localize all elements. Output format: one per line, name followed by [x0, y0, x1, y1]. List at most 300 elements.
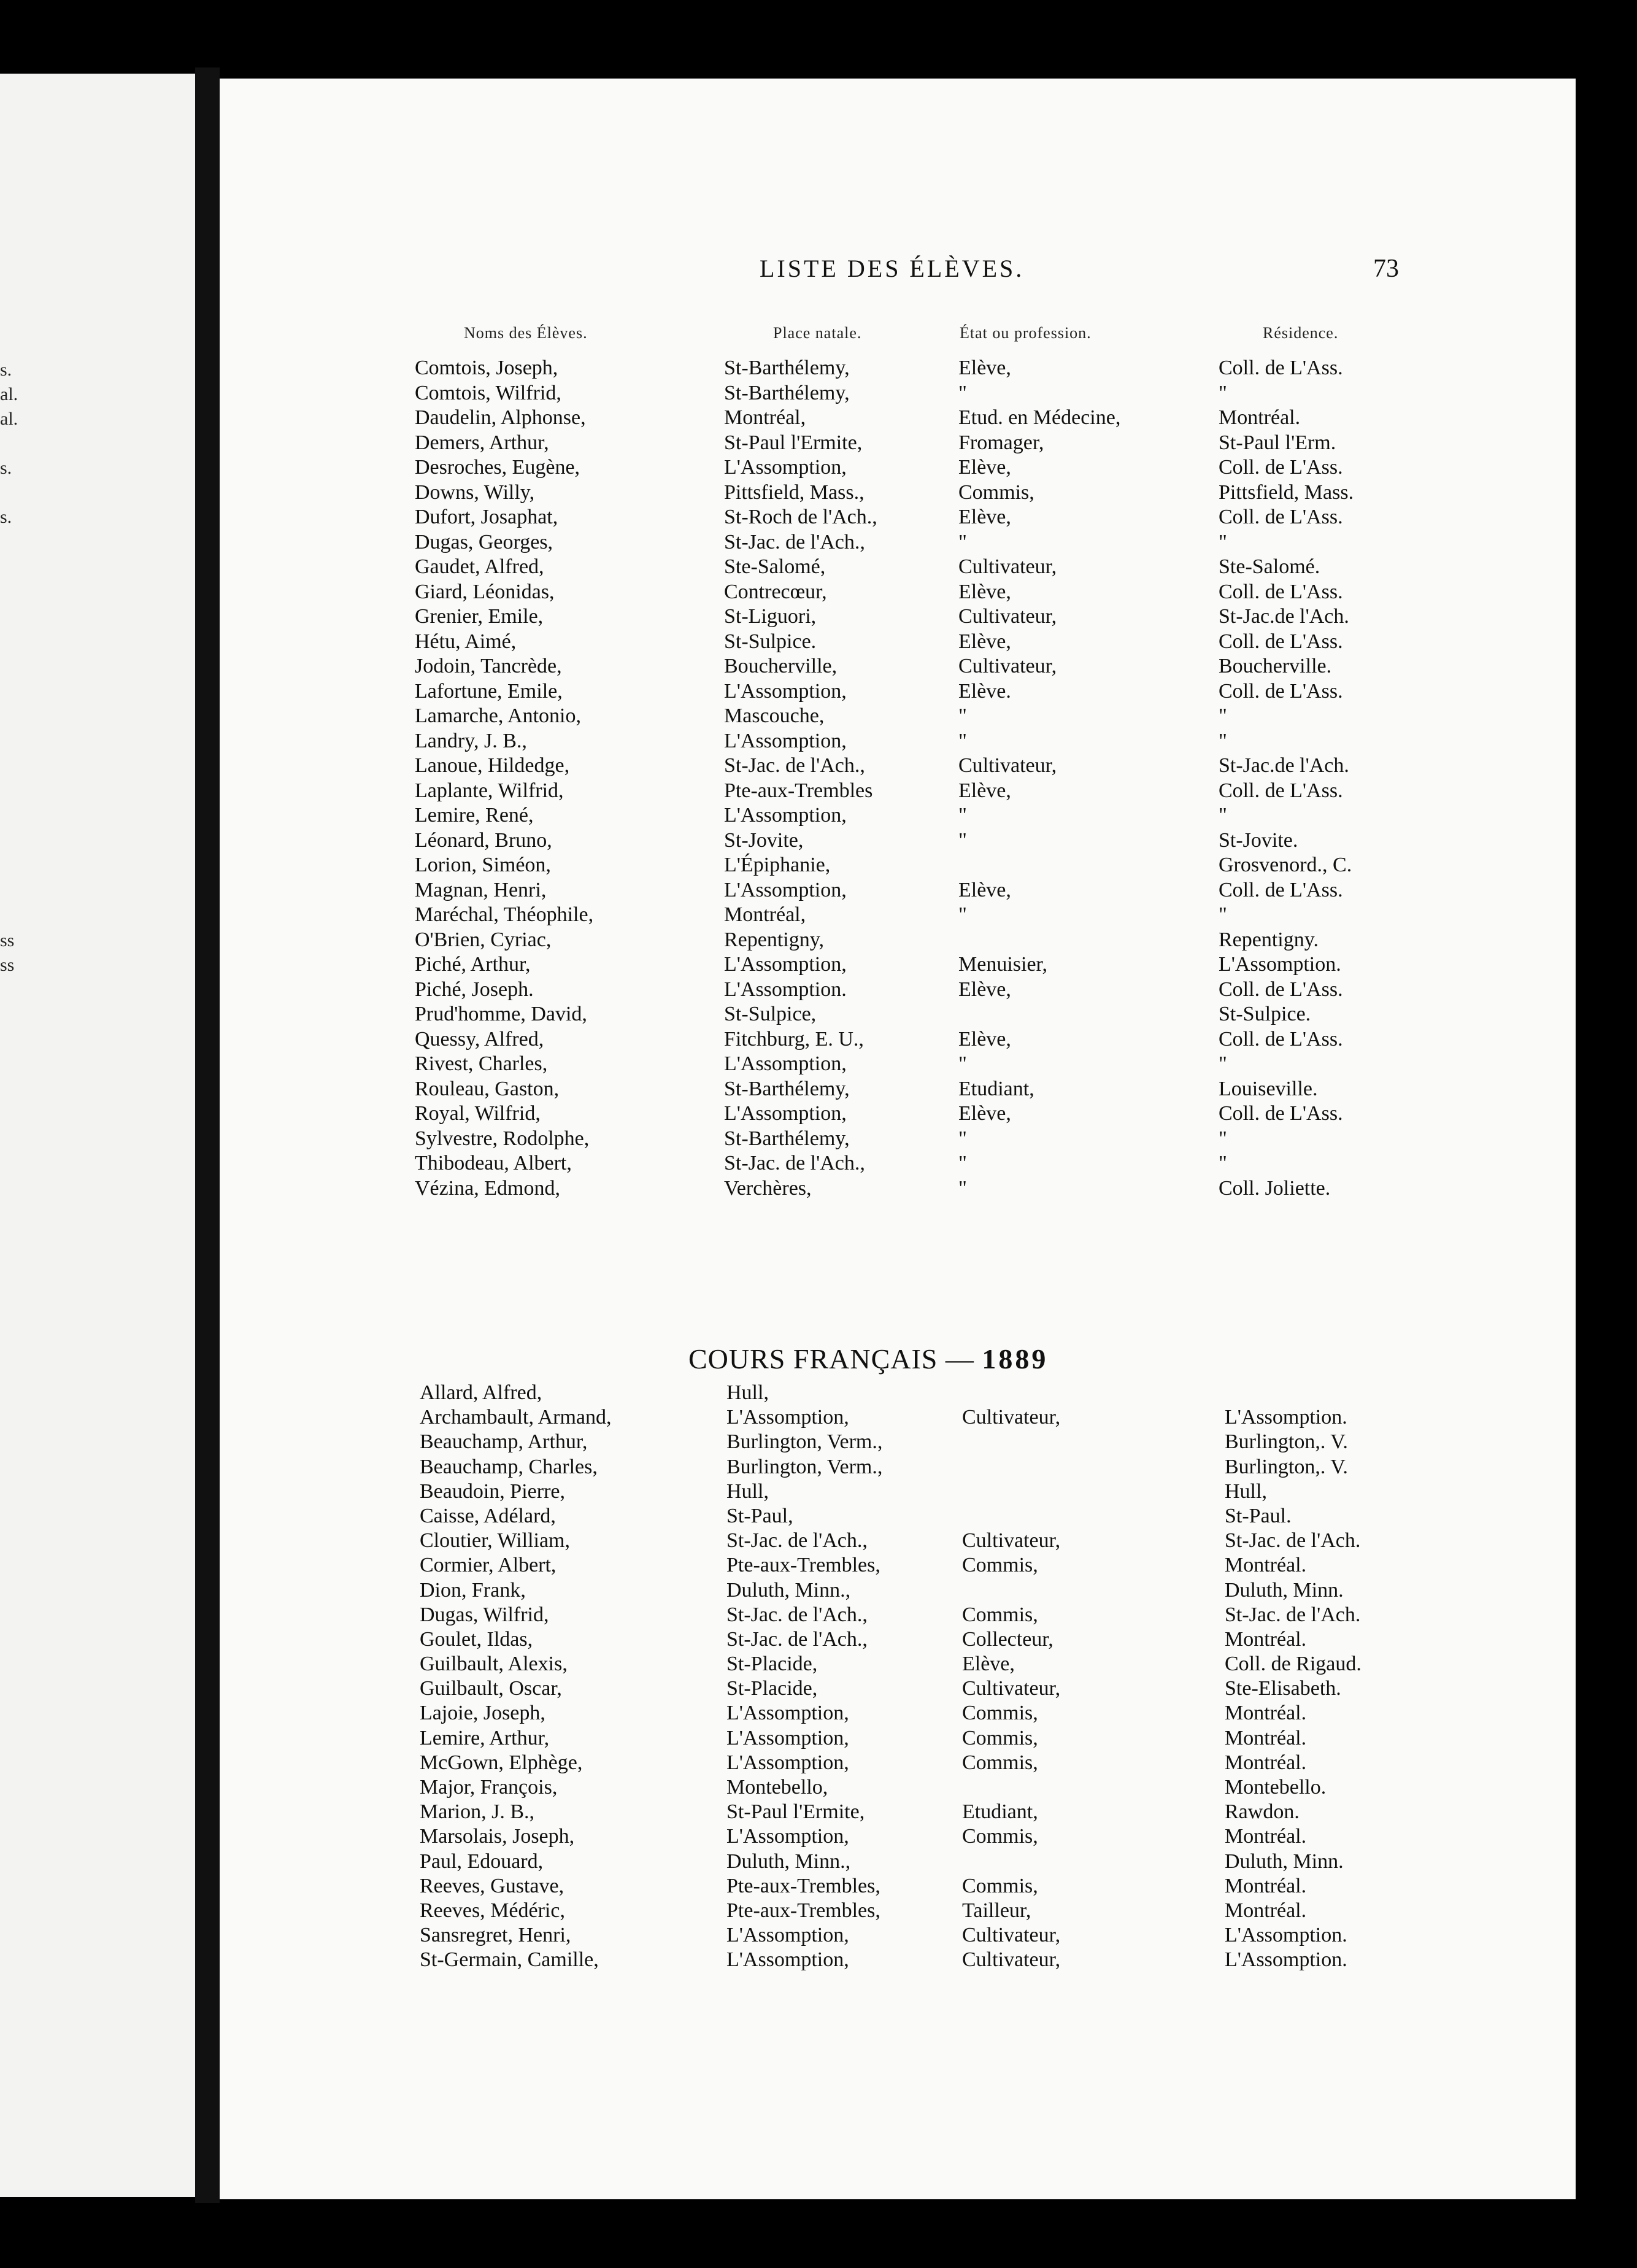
- student-occupation: ": [958, 1152, 967, 1174]
- student-name: Beauchamp, Arthur,: [420, 1430, 588, 1454]
- list-item: [220, 1676, 1576, 1701]
- list-item: [220, 1479, 1576, 1504]
- student-birthplace: L'Assomption,: [724, 1052, 847, 1075]
- student-residence: Coll. de Rigaud.: [1225, 1653, 1362, 1676]
- student-occupation: Elève,: [958, 506, 1011, 528]
- list-item: [220, 1726, 1576, 1751]
- student-occupation: Elève,: [958, 978, 1011, 1001]
- student-occupation: Menuisier,: [958, 953, 1047, 976]
- student-occupation: Cultivateur,: [962, 1924, 1061, 1947]
- student-residence: Coll. de L'Ass.: [1219, 1027, 1343, 1051]
- list-item: [220, 580, 1576, 605]
- student-name: Cloutier, William,: [420, 1529, 571, 1552]
- student-birthplace: Duluth, Minn.,: [726, 1578, 851, 1602]
- student-residence: Montréal.: [1225, 1627, 1307, 1651]
- student-name: Paul, Edouard,: [420, 1850, 544, 1873]
- student-residence: Coll. de L'Ass.: [1219, 630, 1343, 653]
- student-name: Lemire, René,: [415, 804, 534, 827]
- student-birthplace: Montréal,: [724, 406, 806, 429]
- student-residence: Coll. de L'Ass.: [1219, 679, 1343, 703]
- student-occupation: Elève,: [958, 779, 1011, 802]
- student-birthplace: Pittsfield, Mass.,: [724, 480, 865, 504]
- student-name: Lajoie, Joseph,: [420, 1702, 545, 1725]
- student-name: Desroches, Eugène,: [415, 456, 580, 479]
- student-name: St-Germain, Camille,: [420, 1948, 599, 1972]
- student-residence: Montréal.: [1225, 1899, 1307, 1922]
- student-birthplace: Boucherville,: [724, 655, 838, 677]
- student-residence: Montréal.: [1225, 1825, 1307, 1848]
- student-birthplace: St-Placide,: [726, 1653, 818, 1676]
- student-residence: St-Jac.de l'Ach.: [1219, 605, 1349, 628]
- student-name: O'Brien, Cyriac,: [415, 928, 552, 951]
- student-name: Daudelin, Alphonse,: [415, 406, 586, 429]
- list-item: [220, 431, 1576, 456]
- list-item: [220, 1800, 1576, 1824]
- student-name: Caisse, Adélard,: [420, 1504, 556, 1527]
- student-birthplace: L'Assomption,: [724, 953, 847, 976]
- student-residence: Duluth, Minn.: [1225, 1850, 1344, 1873]
- list-item: [220, 1504, 1576, 1529]
- book-binding: [195, 68, 220, 2203]
- list-item: [220, 803, 1576, 828]
- student-birthplace: St-Jac. de l'Ach.,: [724, 530, 865, 554]
- list-item: [220, 1127, 1576, 1152]
- student-residence: Burlington,. V.: [1225, 1430, 1348, 1454]
- student-birthplace: St-Placide,: [726, 1677, 818, 1700]
- student-birthplace: L'Assomption,: [726, 1726, 849, 1749]
- list-item: [220, 1176, 1576, 1202]
- list-item: [220, 828, 1576, 854]
- student-name: Comtois, Joseph,: [415, 357, 558, 379]
- student-birthplace: Repentigny,: [724, 928, 825, 951]
- student-birthplace: Contrecœur,: [724, 580, 827, 603]
- running-header: [220, 254, 1576, 291]
- student-residence: Montréal.: [1225, 1702, 1307, 1725]
- student-occupation: Etudiant,: [958, 1077, 1034, 1100]
- student-name: Rivest, Charles,: [415, 1052, 548, 1075]
- student-name: Maréchal, Théophile,: [415, 903, 594, 926]
- student-residence: Coll. de L'Ass.: [1219, 978, 1343, 1001]
- student-occupation: ": [958, 1052, 967, 1075]
- student-residence: Coll. de L'Ass.: [1219, 779, 1343, 802]
- section-title: [688, 1343, 1048, 1375]
- list-item: [220, 978, 1576, 1003]
- student-birthplace: Pte-aux-Trembles: [724, 779, 873, 802]
- student-name: Marsolais, Joseph,: [420, 1825, 575, 1848]
- column-header-residence: Résidence.: [1263, 324, 1339, 342]
- student-birthplace: St-Jac. de l'Ach.,: [724, 1152, 865, 1174]
- student-name: Laplante, Wilfrid,: [415, 779, 564, 802]
- student-name: Archambault, Armand,: [420, 1406, 612, 1429]
- document-page: [220, 79, 1576, 2199]
- student-name: Comtois, Wilfrid,: [415, 381, 561, 404]
- student-occupation: ": [958, 704, 967, 727]
- student-occupation: Elève,: [958, 357, 1011, 379]
- student-residence: Ste-Salomé.: [1219, 555, 1320, 578]
- student-birthplace: St-Paul l'Ermite,: [726, 1800, 865, 1824]
- list-item: [220, 1002, 1576, 1027]
- student-list: [220, 356, 1576, 1201]
- student-residence: Pittsfield, Mass.: [1219, 480, 1354, 504]
- student-occupation: Cultivateur,: [962, 1529, 1061, 1552]
- student-residence: Burlington,. V.: [1225, 1455, 1348, 1478]
- student-occupation: Commis,: [962, 1751, 1038, 1774]
- list-item: [220, 1751, 1576, 1775]
- page-title: LISTE DES ÉLÈVES.: [760, 255, 1025, 282]
- section-year: 1889: [982, 1343, 1049, 1375]
- student-occupation: Cultivateur,: [958, 555, 1057, 578]
- student-occupation: Elève,: [962, 1653, 1015, 1676]
- student-name: Piché, Arthur,: [415, 953, 531, 976]
- student-occupation: Tailleur,: [962, 1899, 1031, 1922]
- student-occupation: Elève,: [958, 878, 1011, 901]
- student-name: Dugas, Wilfrid,: [420, 1603, 549, 1626]
- list-item: [220, 356, 1576, 381]
- student-birthplace: L'Assomption,: [726, 1948, 849, 1972]
- list-item: [220, 679, 1576, 704]
- student-name: Prud'homme, David,: [415, 1003, 587, 1025]
- list-item: [220, 878, 1576, 903]
- student-name: Guilbault, Oscar,: [420, 1677, 562, 1700]
- student-birthplace: L'Assomption,: [724, 729, 847, 752]
- facing-page-fragment: al.: [0, 409, 18, 429]
- student-birthplace: Duluth, Minn.,: [726, 1850, 851, 1873]
- list-item: [220, 555, 1576, 580]
- list-item: [220, 630, 1576, 655]
- student-birthplace: St-Jac. de l'Ach.,: [726, 1529, 868, 1552]
- student-occupation: ": [958, 729, 967, 752]
- student-occupation: Cultivateur,: [958, 754, 1057, 777]
- list-item: [220, 1824, 1576, 1849]
- student-occupation: Commis,: [962, 1726, 1038, 1749]
- student-name: Beaudoin, Pierre,: [420, 1479, 565, 1503]
- student-name: Grenier, Emile,: [415, 605, 544, 628]
- list-item: [220, 480, 1576, 506]
- student-name: Reeves, Médéric,: [420, 1899, 565, 1922]
- student-birthplace: Verchères,: [724, 1176, 812, 1200]
- student-birthplace: St-Liguori,: [724, 605, 817, 628]
- student-residence: St-Sulpice.: [1219, 1003, 1311, 1025]
- student-residence: Grosvenord., C.: [1219, 854, 1352, 876]
- student-occupation: ": [958, 828, 967, 852]
- student-occupation: Elève,: [958, 1027, 1011, 1051]
- list-item: [220, 530, 1576, 555]
- list-item: [220, 1151, 1576, 1176]
- facing-page-fragment: s.: [0, 458, 12, 478]
- student-residence: ": [1219, 804, 1227, 827]
- student-occupation: Commis,: [962, 1554, 1038, 1577]
- student-occupation: ": [958, 1127, 967, 1150]
- student-name: Sylvestre, Rodolphe,: [415, 1127, 590, 1150]
- list-item: [220, 1430, 1576, 1454]
- student-birthplace: L'Assomption,: [724, 679, 847, 703]
- student-residence: St-Paul l'Erm.: [1219, 431, 1336, 454]
- student-name: Beauchamp, Charles,: [420, 1455, 598, 1478]
- section-title-text: COURS FRANÇAIS —: [688, 1343, 974, 1375]
- student-birthplace: Pte-aux-Trembles,: [726, 1874, 880, 1897]
- student-birthplace: St-Barthélemy,: [724, 357, 850, 379]
- student-name: Sansregret, Henri,: [420, 1924, 571, 1947]
- student-birthplace: L'Assomption,: [726, 1406, 849, 1429]
- student-residence: ": [1219, 704, 1227, 727]
- list-item: [220, 381, 1576, 406]
- list-item: [220, 406, 1576, 431]
- student-birthplace: Montebello,: [726, 1776, 828, 1799]
- student-name: Lamarche, Antonio,: [415, 704, 581, 727]
- student-birthplace: St-Jac. de l'Ach.,: [726, 1603, 868, 1626]
- student-residence: Montréal.: [1219, 406, 1301, 429]
- student-occupation: Etud. en Médecine,: [958, 406, 1121, 429]
- student-name: Lafortune, Emile,: [415, 679, 563, 703]
- student-occupation: Elève,: [958, 580, 1011, 603]
- student-birthplace: L'Assomption,: [724, 878, 847, 901]
- student-birthplace: St-Sulpice,: [724, 1003, 817, 1025]
- student-occupation: Commis,: [962, 1603, 1038, 1626]
- list-item: [220, 1948, 1576, 1972]
- student-name: Vézina, Edmond,: [415, 1176, 560, 1200]
- student-residence: ": [1219, 381, 1227, 404]
- student-birthplace: Pte-aux-Trembles,: [726, 1899, 880, 1922]
- student-occupation: ": [958, 381, 967, 404]
- student-birthplace: L'Assomption,: [724, 456, 847, 479]
- student-birthplace: L'Assomption,: [726, 1825, 849, 1848]
- student-birthplace: L'Assomption,: [724, 804, 847, 827]
- student-birthplace: St-Barthélemy,: [724, 1127, 850, 1150]
- student-occupation: Cultivateur,: [962, 1406, 1061, 1429]
- student-occupation: Cultivateur,: [962, 1948, 1061, 1972]
- list-item: [220, 1578, 1576, 1603]
- student-name: Allard, Alfred,: [420, 1381, 542, 1404]
- student-residence: Montréal.: [1225, 1751, 1307, 1774]
- list-item: [220, 1775, 1576, 1800]
- student-birthplace: St-Barthélemy,: [724, 1077, 850, 1100]
- list-item: [220, 1603, 1576, 1627]
- list-item: [220, 1652, 1576, 1676]
- student-birthplace: St-Jac. de l'Ach.,: [726, 1627, 868, 1651]
- student-occupation: Cultivateur,: [958, 655, 1057, 677]
- list-item: [220, 505, 1576, 530]
- column-header-occupation: État ou profession.: [960, 324, 1092, 342]
- student-name: Marion, J. B.,: [420, 1800, 534, 1824]
- student-residence: St-Jac. de l'Ach.: [1225, 1529, 1361, 1552]
- student-birthplace: Pte-aux-Trembles,: [726, 1554, 880, 1577]
- list-item: [220, 1850, 1576, 1874]
- column-header-name: Noms des Élèves.: [464, 324, 588, 342]
- student-name: McGown, Elphège,: [420, 1751, 583, 1774]
- list-item: [220, 604, 1576, 630]
- student-name: Cormier, Albert,: [420, 1554, 557, 1577]
- list-item: [220, 1529, 1576, 1553]
- list-item: [220, 455, 1576, 480]
- student-residence: ": [1219, 903, 1227, 926]
- student-residence: St-Jovite.: [1219, 828, 1298, 852]
- list-item: [220, 928, 1576, 953]
- student-name: Lorion, Siméon,: [415, 854, 551, 876]
- student-residence: L'Assomption.: [1219, 953, 1341, 976]
- student-occupation: Elève.: [958, 679, 1011, 703]
- list-item: [220, 1899, 1576, 1923]
- student-name: Magnan, Henri,: [415, 878, 547, 901]
- list-item: [220, 952, 1576, 978]
- student-occupation: Commis,: [962, 1702, 1038, 1725]
- student-birthplace: St-Roch de l'Ach.,: [724, 506, 877, 528]
- facing-page-fragment: s.: [0, 507, 12, 527]
- student-residence: Rawdon.: [1225, 1800, 1300, 1824]
- facing-page: [0, 74, 195, 2197]
- list-item: [220, 1101, 1576, 1127]
- student-residence: Montréal.: [1225, 1554, 1307, 1577]
- student-residence: St-Jac.de l'Ach.: [1219, 754, 1349, 777]
- student-residence: Coll. de L'Ass.: [1219, 878, 1343, 901]
- student-birthplace: Burlington, Verm.,: [726, 1455, 883, 1478]
- student-residence: Coll. de L'Ass.: [1219, 506, 1343, 528]
- student-birthplace: St-Paul l'Ermite,: [724, 431, 863, 454]
- student-birthplace: L'Assomption,: [726, 1924, 849, 1947]
- student-name: Lemire, Arthur,: [420, 1726, 550, 1749]
- list-item: [220, 1553, 1576, 1578]
- student-birthplace: St-Barthélemy,: [724, 381, 850, 404]
- student-occupation: ": [958, 530, 967, 554]
- student-occupation: Cultivateur,: [962, 1677, 1061, 1700]
- student-residence: Montréal.: [1225, 1726, 1307, 1749]
- student-birthplace: L'Assomption,: [724, 1102, 847, 1125]
- list-item: [220, 1405, 1576, 1430]
- student-name: Rouleau, Gaston,: [415, 1077, 560, 1100]
- facing-page-fragment: s.: [0, 360, 12, 380]
- facing-page-fragment: ss: [0, 955, 15, 975]
- student-occupation: Elève,: [958, 630, 1011, 653]
- list-item: [220, 1627, 1576, 1652]
- student-residence: Montréal.: [1225, 1874, 1307, 1897]
- student-name: Reeves, Gustave,: [420, 1874, 564, 1897]
- student-birthplace: L'Assomption,: [726, 1751, 849, 1774]
- student-name: Piché, Joseph.: [415, 978, 534, 1001]
- list-item: [220, 853, 1576, 878]
- student-name: Major, François,: [420, 1776, 558, 1799]
- student-name: Hétu, Aimé,: [415, 630, 517, 653]
- student-residence: ": [1219, 1152, 1227, 1174]
- student-residence: St-Jac. de l'Ach.: [1225, 1603, 1361, 1626]
- student-occupation: Commis,: [958, 480, 1034, 504]
- student-name: Guilbault, Alexis,: [420, 1653, 568, 1676]
- student-birthplace: L'Épiphanie,: [724, 854, 831, 876]
- list-item: [220, 754, 1576, 779]
- list-item: [220, 1052, 1576, 1077]
- student-name: Demers, Arthur,: [415, 431, 549, 454]
- french-course-list: [220, 1381, 1576, 1973]
- student-birthplace: St-Paul,: [726, 1504, 793, 1527]
- list-item: [220, 654, 1576, 679]
- list-item: [220, 1874, 1576, 1899]
- list-item: [220, 903, 1576, 928]
- student-residence: L'Assomption.: [1225, 1924, 1347, 1947]
- student-residence: L'Assomption.: [1225, 1406, 1347, 1429]
- student-name: Quessy, Alfred,: [415, 1027, 544, 1051]
- student-name: Léonard, Bruno,: [415, 828, 552, 852]
- student-residence: ": [1219, 729, 1227, 752]
- student-birthplace: Hull,: [726, 1479, 769, 1503]
- student-residence: Coll. de L'Ass.: [1219, 357, 1343, 379]
- student-name: Jodoin, Tancrède,: [415, 655, 562, 677]
- facing-page-fragment: ss: [0, 930, 15, 951]
- student-birthplace: L'Assomption,: [726, 1702, 849, 1725]
- student-occupation: Elève,: [958, 1102, 1011, 1125]
- student-occupation: ": [958, 1176, 967, 1200]
- student-residence: ": [1219, 1052, 1227, 1075]
- list-item: [220, 779, 1576, 804]
- student-name: Dion, Frank,: [420, 1578, 526, 1602]
- student-residence: Coll. de L'Ass.: [1219, 580, 1343, 603]
- student-name: Royal, Wilfrid,: [415, 1102, 541, 1125]
- list-item: [220, 1381, 1576, 1405]
- student-occupation: Elève,: [958, 456, 1011, 479]
- student-residence: Coll. de L'Ass.: [1219, 1102, 1343, 1125]
- student-birthplace: Hull,: [726, 1381, 769, 1404]
- student-name: Lanoue, Hildedge,: [415, 754, 570, 777]
- student-residence: Coll. Joliette.: [1219, 1176, 1331, 1200]
- student-name: Giard, Léonidas,: [415, 580, 555, 603]
- student-birthplace: Fitchburg, E. U.,: [724, 1027, 864, 1051]
- student-birthplace: Mascouche,: [724, 704, 825, 727]
- student-birthplace: St-Jovite,: [724, 828, 804, 852]
- student-occupation: Commis,: [962, 1825, 1038, 1848]
- student-occupation: Etudiant,: [962, 1800, 1038, 1824]
- list-item: [220, 1077, 1576, 1102]
- student-occupation: ": [958, 903, 967, 926]
- list-item: [220, 1455, 1576, 1479]
- list-item: [220, 729, 1576, 754]
- student-name: Landry, J. B.,: [415, 729, 527, 752]
- student-residence: Ste-Elisabeth.: [1225, 1677, 1341, 1700]
- student-residence: Hull,: [1225, 1479, 1267, 1503]
- student-name: Dufort, Josaphat,: [415, 506, 558, 528]
- student-residence: Coll. de L'Ass.: [1219, 456, 1343, 479]
- student-birthplace: St-Jac. de l'Ach.,: [724, 754, 865, 777]
- student-name: Dugas, Georges,: [415, 530, 553, 554]
- student-residence: Louiseville.: [1219, 1077, 1318, 1100]
- student-birthplace: Burlington, Verm.,: [726, 1430, 883, 1454]
- student-residence: Montebello.: [1225, 1776, 1327, 1799]
- student-name: Thibodeau, Albert,: [415, 1152, 572, 1174]
- facing-page-fragment: al.: [0, 384, 18, 404]
- student-residence: Duluth, Minn.: [1225, 1578, 1344, 1602]
- student-birthplace: Ste-Salomé,: [724, 555, 826, 578]
- student-residence: ": [1219, 530, 1227, 554]
- student-name: Gaudet, Alfred,: [415, 555, 544, 578]
- column-header-birthplace: Place natale.: [773, 324, 862, 342]
- student-name: Downs, Willy,: [415, 480, 535, 504]
- list-item: [220, 704, 1576, 729]
- student-residence: Repentigny.: [1219, 928, 1319, 951]
- student-residence: Boucherville.: [1219, 655, 1332, 677]
- student-residence: L'Assomption.: [1225, 1948, 1347, 1972]
- student-occupation: ": [958, 804, 967, 827]
- student-residence: St-Paul.: [1225, 1504, 1292, 1527]
- list-item: [220, 1923, 1576, 1948]
- student-occupation: Collecteur,: [962, 1627, 1053, 1651]
- list-item: [220, 1701, 1576, 1726]
- student-occupation: Fromager,: [958, 431, 1044, 454]
- student-residence: ": [1219, 1127, 1227, 1150]
- student-name: Goulet, Ildas,: [420, 1627, 533, 1651]
- page-number: 73: [1373, 255, 1399, 283]
- student-birthplace: St-Sulpice.: [724, 630, 817, 653]
- student-occupation: Cultivateur,: [958, 605, 1057, 628]
- student-birthplace: L'Assomption.: [724, 978, 847, 1001]
- student-occupation: Commis,: [962, 1874, 1038, 1897]
- list-item: [220, 1027, 1576, 1052]
- student-birthplace: Montréal,: [724, 903, 806, 926]
